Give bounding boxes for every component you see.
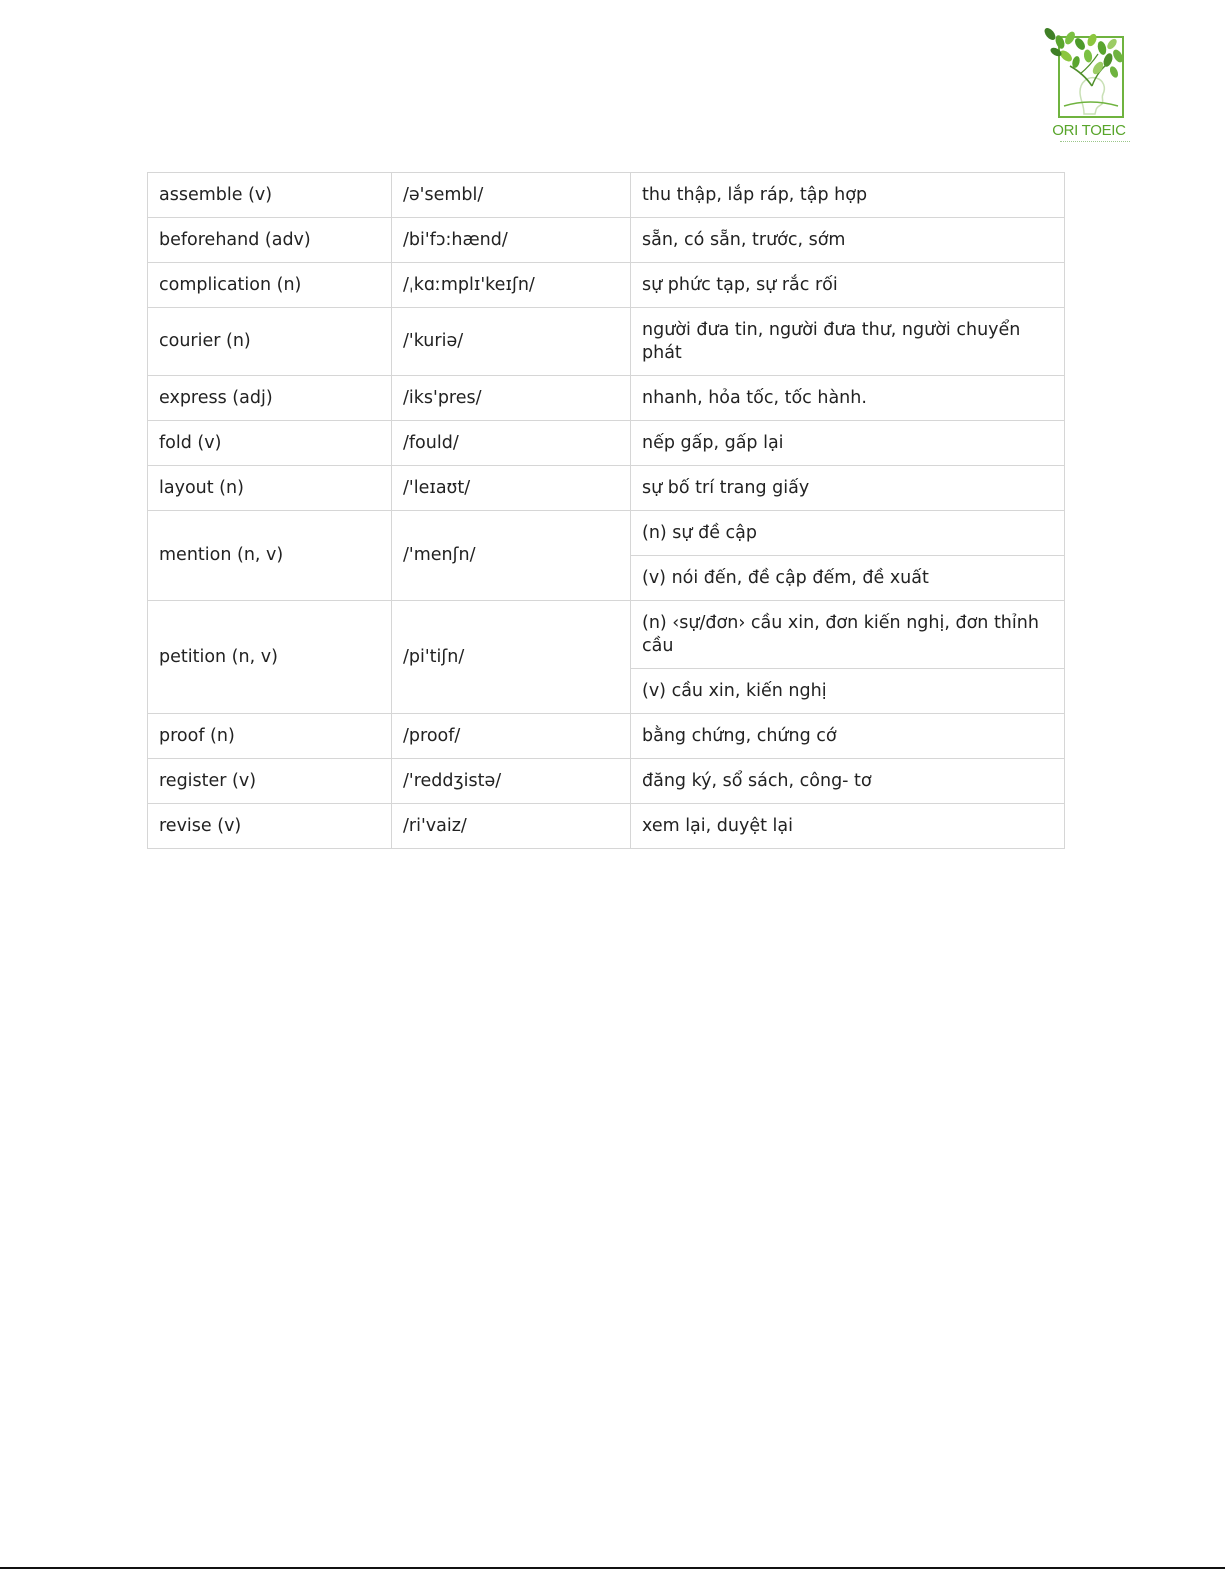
table-row — [148, 759, 1065, 804]
word-cell: petition (n, v) — [148, 601, 392, 714]
table-row — [148, 421, 1065, 466]
ipa-cell: /proof/ — [392, 714, 631, 759]
word-cell: proof (n) — [148, 714, 392, 759]
table-row — [148, 466, 1065, 511]
meaning-cell: (n) sự đề cập — [631, 511, 1065, 556]
meaning-cell: (n) ‹sự/đơn› cầu xin, đơn kiến nghị, đơn thỉnh cầu — [631, 601, 1065, 669]
table-row — [148, 376, 1065, 421]
word-cell: complication (n) — [148, 263, 392, 308]
word-cell: courier (n) — [148, 308, 392, 376]
meaning-cell: bằng chứng, chứng cớ — [631, 714, 1065, 759]
table-row — [148, 173, 1065, 218]
brand-tagline-line — [1060, 141, 1130, 145]
word-cell: register (v) — [148, 759, 392, 804]
ipa-cell: /iks'pres/ — [392, 376, 631, 421]
ipa-cell: /'menʃn/ — [392, 511, 631, 601]
word-cell: assemble (v) — [148, 173, 392, 218]
table-row — [148, 714, 1065, 759]
tree-logo-icon — [1040, 26, 1138, 122]
meaning-cell: (v) cầu xin, kiến nghị — [631, 669, 1065, 714]
meaning-cell: sẵn, có sẵn, trước, sớm — [631, 218, 1065, 263]
word-cell: fold (v) — [148, 421, 392, 466]
meaning-cell: (v) nói đến, đề cập đếm, đề xuất — [631, 556, 1065, 601]
ipa-cell: /'leɪaʊt/ — [392, 466, 631, 511]
table-row — [148, 218, 1065, 263]
ipa-cell: /ri'vaiz/ — [392, 804, 631, 849]
meaning-cell: sự bố trí trang giấy — [631, 466, 1065, 511]
meaning-cell: người đưa tin, người đưa thư, người chuyển phát — [631, 308, 1065, 376]
ipa-cell: /pi'tiʃn/ — [392, 601, 631, 714]
meaning-cell: sự phức tạp, sự rắc rối — [631, 263, 1065, 308]
word-cell: mention (n, v) — [148, 511, 392, 601]
brand-logo — [1040, 26, 1138, 150]
ipa-cell: /'kuriə/ — [392, 308, 631, 376]
table-row — [148, 804, 1065, 849]
word-cell: revise (v) — [148, 804, 392, 849]
word-cell: express (adj) — [148, 376, 392, 421]
ipa-cell: /bi'fɔ:hænd/ — [392, 218, 631, 263]
table-row — [148, 511, 1065, 556]
table-row — [148, 601, 1065, 669]
meaning-cell: nhanh, hỏa tốc, tốc hành. — [631, 376, 1065, 421]
ipa-cell: /ˌkɑːmplɪ'keɪʃn/ — [392, 263, 631, 308]
brand-name: ORI TOEIC — [1052, 122, 1126, 139]
table-row — [148, 263, 1065, 308]
word-cell: beforehand (adv) — [148, 218, 392, 263]
meaning-cell: đăng ký, sổ sách, công- tơ — [631, 759, 1065, 804]
word-cell: layout (n) — [148, 466, 392, 511]
ipa-cell: /ə'sembl/ — [392, 173, 631, 218]
page-bottom-divider — [0, 1567, 1225, 1569]
table-row — [148, 308, 1065, 376]
ipa-cell: /'reddʒistə/ — [392, 759, 631, 804]
meaning-cell: xem lại, duyệt lại — [631, 804, 1065, 849]
vocabulary-table — [147, 172, 1065, 849]
meaning-cell: thu thập, lắp ráp, tập hợp — [631, 173, 1065, 218]
meaning-cell: nếp gấp, gấp lại — [631, 421, 1065, 466]
ipa-cell: /fould/ — [392, 421, 631, 466]
